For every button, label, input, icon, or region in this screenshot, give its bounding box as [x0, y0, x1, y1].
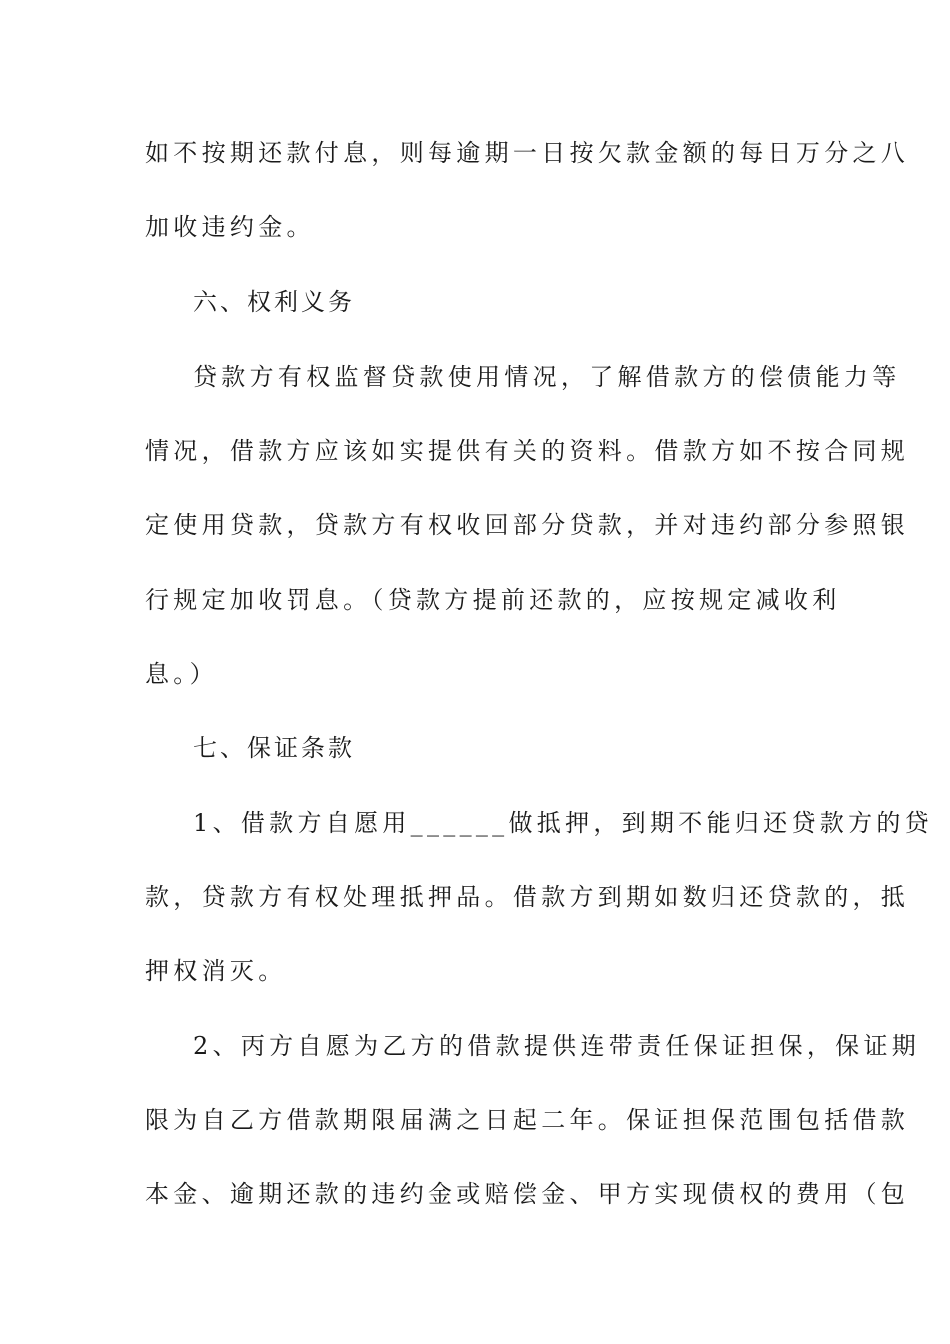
paragraph-line: 限为自乙方借款期限届满之日起二年。保证担保范围包括借款	[145, 1106, 910, 1134]
paragraph-line: 定使用贷款，贷款方有权收回部分贷款，并对违约部分参照银	[145, 511, 910, 539]
paragraph-line: 本金、逾期还款的违约金或赔偿金、甲方实现债权的费用（包	[145, 1180, 910, 1208]
paragraph-line: 贷款方有权监督贷款使用情况，了解借款方的偿债能力等	[193, 363, 901, 391]
paragraph-line: 款，贷款方有权处理抵押品。借款方到期如数归还贷款的，抵	[145, 883, 910, 911]
section-heading-guarantee-terms: 七、保证条款	[193, 734, 355, 762]
paragraph-line: 加收违约金。	[145, 213, 315, 241]
paragraph-line: 2、丙方自愿为乙方的借款提供连带责任保证担保，保证期	[193, 1032, 921, 1060]
paragraph-line: 1、借款方自愿用______做抵押，到期不能归还贷款方的贷	[193, 809, 933, 837]
paragraph-line: 如不按期还款付息，则每逾期一日按欠款金额的每日万分之八	[145, 139, 910, 167]
section-heading-rights-obligations: 六、权利义务	[193, 288, 355, 316]
paragraph-line: 行规定加收罚息。（贷款方提前还款的，应按规定减收利	[145, 586, 841, 614]
paragraph-line: 情况，借款方应该如实提供有关的资料。借款方如不按合同规	[145, 437, 910, 465]
paragraph-line: 息。）	[145, 660, 218, 688]
paragraph-line: 押权消灭。	[145, 957, 287, 985]
